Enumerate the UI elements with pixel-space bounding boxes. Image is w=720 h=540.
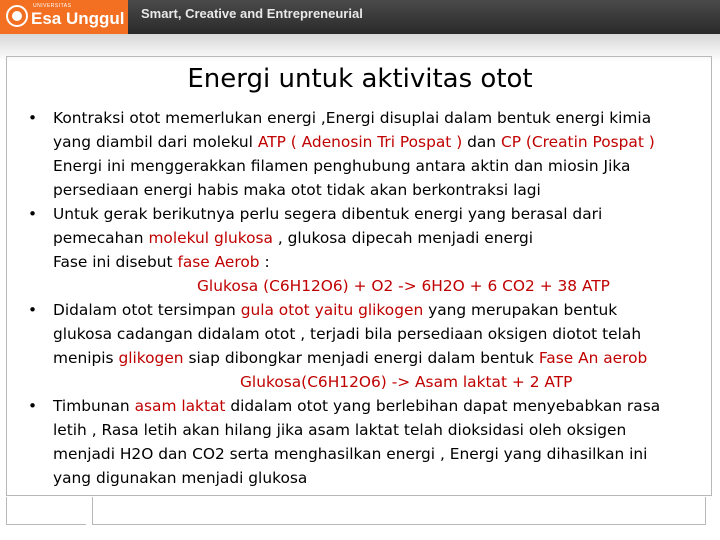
highlight-glikogen: gula otot yaitu glikogen — [240, 301, 424, 319]
text-span: didalam otot yang berlebihan dapat menyebabkan rasa — [225, 397, 661, 415]
text-line — [53, 226, 698, 250]
text-span: pemecahan — [53, 229, 149, 247]
equation-anaerob: Glukosa(C6H12O6) -> Asam laktat + 2 ATP — [240, 373, 573, 391]
highlight-asam-laktat: asam laktat — [134, 397, 226, 415]
text-line: Untuk gerak berikutnya perlu segera dibentuk energi yang berasal dari — [53, 205, 603, 223]
logo-small-text: UNIVERSITAS — [33, 3, 72, 9]
highlight-fase-anaerob: Fase An aerob — [538, 349, 648, 367]
bullet-icon: • — [28, 397, 38, 415]
text-span: Fase ini disebut — [53, 253, 178, 271]
highlight-glikogen-2: glikogen — [118, 349, 184, 367]
footer-frame — [92, 497, 706, 525]
text-span: Didalam otot tersimpan — [53, 301, 241, 319]
bullet-icon: • — [28, 109, 38, 127]
tagline: Smart, Creative and Entrepreneurial — [141, 6, 363, 21]
highlight-cp: CP (Creatin Pospat ) — [500, 133, 655, 151]
text-line — [53, 130, 698, 154]
highlight-glukosa: molekul glukosa — [148, 229, 273, 247]
bullet-item-3 — [28, 298, 698, 394]
logo-name: Esa Unggul — [31, 9, 125, 28]
bullet-icon: • — [28, 205, 38, 223]
text-line — [53, 298, 698, 322]
text-span: Timbunan — [53, 397, 135, 415]
text-line — [53, 250, 698, 274]
bullet-item-2 — [28, 202, 698, 298]
highlight-atp: ATP ( Adenosin Tri Pospat ) — [257, 133, 463, 151]
text-line: letih , Rasa letih akan hilang jika asam laktat telah dioksidasi oleh oksigen — [53, 421, 627, 439]
text-span: yang merupakan bentuk — [423, 301, 618, 319]
equation-aerob: Glukosa (C6H12O6) + O2 -> 6H2O + 6 CO2 + 38 ATP — [197, 277, 610, 295]
text-line: menjadi H2O dan CO2 serta menghasilkan energi , Energi yang dihasilkan ini — [53, 445, 648, 463]
slide-title: Energi untuk aktivitas otot — [187, 64, 533, 94]
header-bar — [0, 0, 720, 34]
text-line: Kontraksi otot memerlukan energi ,Energi disuplai dalam bentuk energi kimia — [53, 109, 652, 127]
text-span: : — [259, 253, 270, 271]
text-line — [53, 346, 698, 370]
university-logo — [0, 0, 128, 38]
text-line — [53, 394, 698, 418]
bullet-item-4 — [28, 394, 698, 490]
text-span: siap dibongkar menjadi energi dalam bentuk — [183, 349, 539, 367]
bullet-item-1 — [28, 106, 698, 202]
footer-frame-left — [6, 497, 86, 525]
text-span: yang diambil dari molekul — [53, 133, 258, 151]
text-span: , glukosa dipecah menjadi energi — [272, 229, 534, 247]
highlight-fase-aerob: fase Aerob — [177, 253, 260, 271]
text-line: glukosa cadangan didalam otot , terjadi bila persediaan oksigen diotot telah — [53, 325, 642, 343]
text-line: persediaan energi habis maka otot tidak akan berkontraksi lagi — [53, 181, 541, 199]
logo-emblem-icon — [6, 5, 28, 27]
text-span: menipis — [53, 349, 119, 367]
bullet-icon: • — [28, 301, 38, 319]
text-line: yang digunakan menjadi glukosa — [53, 469, 308, 487]
text-span: dan — [462, 133, 501, 151]
text-line: Energi ini menggerakkan filamen penghubung antara aktin dan miosin Jika — [53, 157, 631, 175]
slide-content — [28, 106, 698, 490]
